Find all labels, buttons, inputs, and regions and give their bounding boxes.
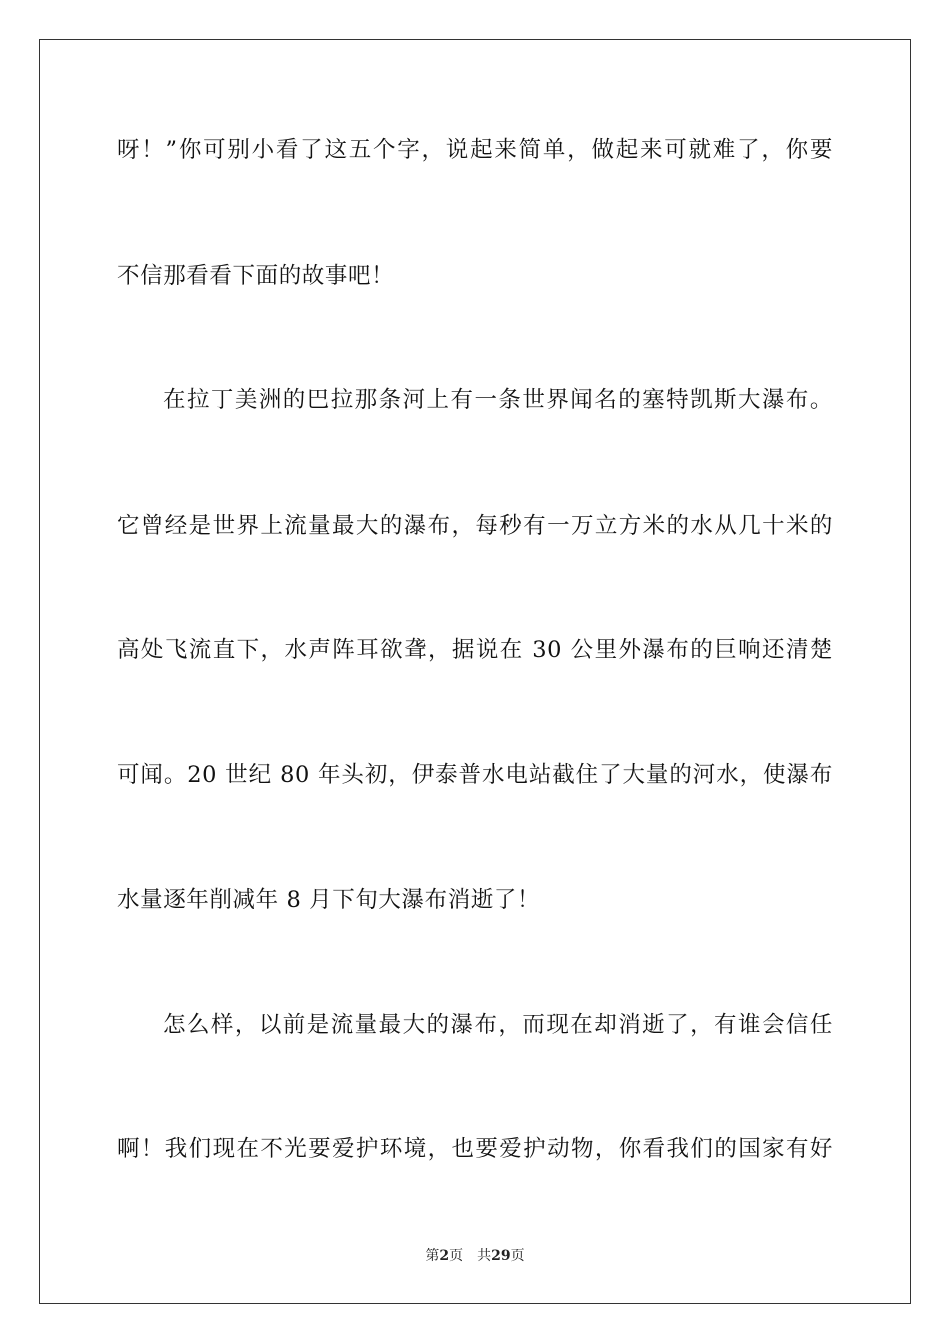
text-line-2: 不信那看看下面的故事吧！ bbox=[117, 263, 395, 289]
text-line-3: 在拉丁美洲的巴拉那条河上有一条世界闻名的塞特凯斯大瀑布。 bbox=[163, 387, 833, 413]
page-frame bbox=[39, 39, 911, 1304]
page-footer bbox=[0, 1247, 950, 1265]
footer-total-pages: 29 bbox=[491, 1248, 511, 1264]
text-line-5: 高处飞流直下，水声阵耳欲聋，据说在 30 公里外瀑布的巨响还清楚 bbox=[117, 637, 833, 663]
text-line-4: 它曾经是世界上流量最大的瀑布，每秒有一万立方米的水从几十米的 bbox=[117, 513, 833, 539]
text-line-1: 呀！”你可别小看了这五个字，说起来简单，做起来可就难了，你要 bbox=[117, 137, 833, 163]
footer-page-suffix: 页 bbox=[449, 1248, 464, 1264]
text-line-6: 可闻。20 世纪 80 年头初，伊泰普水电站截住了大量的河水，使瀑布 bbox=[117, 762, 833, 788]
footer-total-prefix: 共 bbox=[477, 1248, 492, 1264]
text-line-7: 水量逐年削减年 8 月下旬大瀑布消逝了！ bbox=[117, 887, 541, 913]
footer-total-suffix: 页 bbox=[510, 1248, 525, 1264]
text-line-8: 怎么样，以前是流量最大的瀑布，而现在却消逝了，有谁会信任 bbox=[163, 1012, 833, 1038]
footer-page-number: 2 bbox=[439, 1248, 450, 1264]
footer-page-prefix: 第 bbox=[425, 1248, 440, 1264]
text-line-9: 啊！我们现在不光要爱护环境，也要爱护动物，你看我们的国家有好 bbox=[117, 1136, 833, 1162]
